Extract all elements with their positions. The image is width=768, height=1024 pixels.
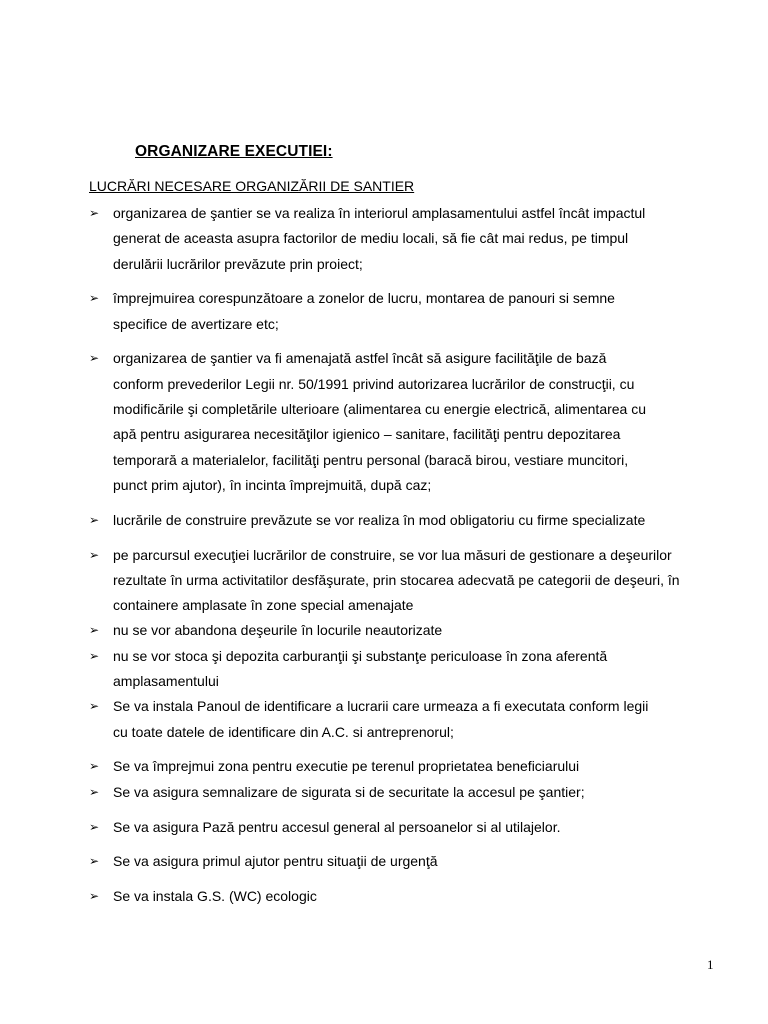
list-item (89, 346, 751, 498)
list-item-line: nu se vor abandona deşeurile în locurile neautorizate (113, 622, 443, 639)
arrow-bullet-icon: ➢ (89, 648, 100, 663)
list-item-line: specifice de avertizare etc; (113, 315, 279, 332)
list-item (89, 644, 751, 695)
list-item (89, 201, 751, 277)
arrow-bullet-icon: ➢ (89, 547, 100, 562)
arrow-bullet-icon: ➢ (89, 206, 100, 220)
list-item (89, 815, 751, 840)
list-item-line: împrejmuirea corespunzătoare a zonelor de lucru, montarea de panouri si semne (113, 290, 615, 307)
page-title: ORGANIZARE EXECUTIEI: (135, 143, 333, 160)
list-item-line: Se va instala G.S. (WC) ecologic (113, 888, 317, 905)
list-item-line: conform prevederilor Legii nr. 50/1991 privind autorizarea lucrărilor de construcţii, cu (113, 375, 635, 392)
arrow-bullet-icon: ➢ (89, 291, 100, 306)
list-item-line: organizarea de şantier va fi amenajată astfel încât să asigure facilităţile de bază (113, 350, 607, 367)
arrow-bullet-icon: ➢ (89, 784, 100, 799)
list-item-line: lucrările de construire prevăzute se vor realiza în mod obligatoriu cu firme specializate (113, 511, 646, 528)
list-item (89, 618, 751, 643)
list-item (89, 754, 751, 779)
list-item (89, 884, 751, 909)
list-item-line: Se va asigura semnalizare de sigurata si de securitate la accesul pe şantier; (113, 783, 585, 800)
arrow-bullet-icon: ➢ (89, 889, 100, 904)
arrow-bullet-icon: ➢ (89, 512, 100, 527)
bullet-list (89, 201, 751, 909)
list-item-line: punct prim ajutor), în incinta împrejmuită, după caz; (113, 476, 432, 493)
page-number: 1 (707, 957, 714, 972)
arrow-bullet-icon: ➢ (89, 351, 100, 366)
arrow-bullet-icon: ➢ (89, 699, 100, 714)
list-item-line: pe parcursul execuţiei lucrărilor de construire, se vor lua măsuri de gestionare a deşeurilor (113, 546, 672, 563)
list-item-line: organizarea de şantier se va realiza în interiorul amplasamentului astfel încât impactul (113, 205, 646, 221)
list-item-line: nu se vor stoca şi depozita carburanţii şi substanţe periculoase în zona aferentă (113, 647, 608, 664)
list-item-line: cu toate datele de identificare din A.C. si antreprenorul; (113, 723, 454, 740)
section-heading: LUCRĂRI NECESARE ORGANIZĂRII DE SANTIER (89, 178, 415, 194)
list-item-line: generat de aceasta asupra factorilor de mediu locali, să fie cât mai redus, pe timpul (113, 230, 629, 247)
list-item-line: rezultate în urma activitatilor desfăşurate, prin stocarea adecvată pe categorii de deşeuri, în (113, 571, 680, 588)
arrow-bullet-icon: ➢ (89, 623, 100, 638)
list-item-line: Se va împrejmui zona pentru executie pe terenul proprietatea beneficiarului (113, 758, 580, 775)
list-item-line: Se va asigura Pază pentru accesul general al persoanelor si al utilajelor. (113, 818, 561, 835)
list-item-line: apă pentru asigurarea necesităţilor igienico – sanitare, facilităţi pentru depozitarea (113, 426, 621, 443)
list-item-line: derulării lucrărilor prevăzute prin proiect; (113, 255, 363, 272)
list-item (89, 780, 751, 805)
list-item-line: containere amplasate în zone special amenajate (113, 597, 414, 614)
list-item (89, 508, 751, 533)
arrow-bullet-icon: ➢ (89, 854, 100, 869)
list-item-line: amplasamentului (113, 673, 219, 690)
list-item-line: Se va asigura primul ajutor pentru situaţii de urgenţă (113, 853, 438, 870)
arrow-bullet-icon: ➢ (89, 759, 100, 774)
list-item (89, 286, 751, 337)
list-item (89, 849, 751, 874)
list-item (89, 694, 751, 745)
list-item-line: temporară a materialelor, facilităţi pentru personal (baracă birou, vestiare muncitori, (113, 451, 629, 468)
list-item-line: modificările şi completările ulterioare (alimentarea cu energie electrică, alimentarea cu (113, 401, 647, 418)
list-item (89, 543, 751, 619)
arrow-bullet-icon: ➢ (89, 819, 100, 834)
list-item-line: Se va instala Panoul de identificare a lucrarii care urmeaza a fi executata conform legii (113, 698, 649, 715)
